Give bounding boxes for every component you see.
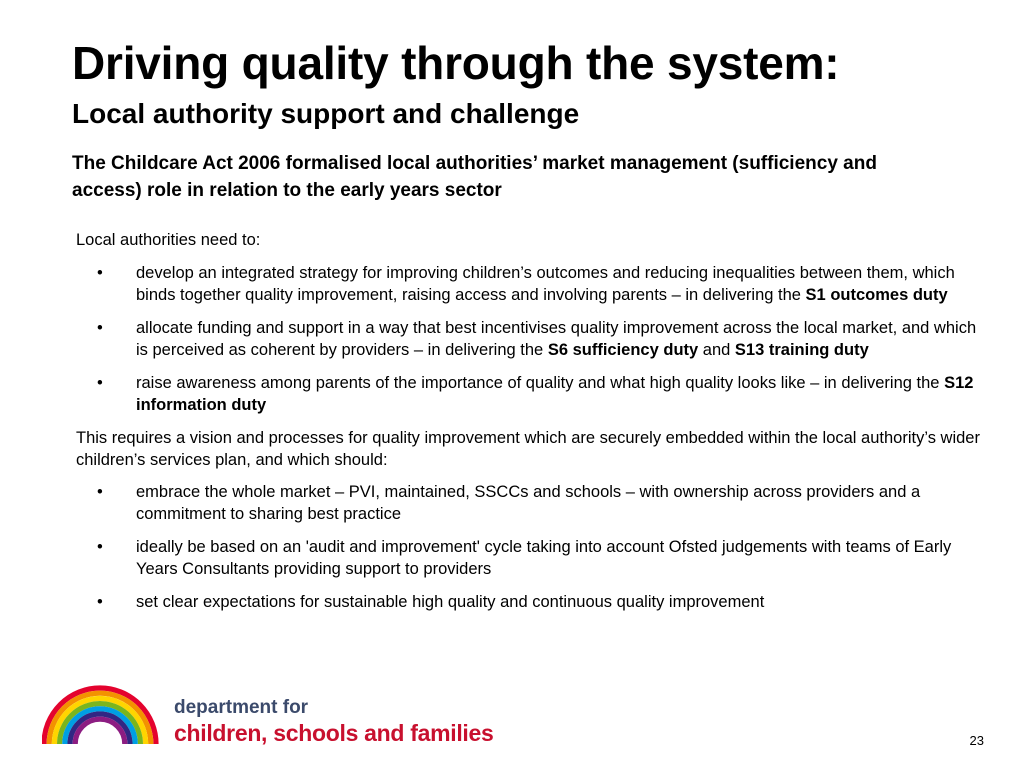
- duties-list: [76, 262, 986, 416]
- slide-title: Driving quality through the system:: [72, 37, 840, 89]
- requirement-text: This requires a vision and processes for quality improvement which are securely embedded within the local authority’s wider children’s services plan, and which should:: [76, 429, 980, 469]
- list-item: [76, 372, 986, 416]
- logo-department-text: department for: [174, 697, 309, 718]
- bullet-marker: •: [97, 319, 103, 337]
- list-item: [76, 481, 986, 525]
- list-item-text: allocate funding and support in a way that best incentivises quality improvement across the local market, and which is perceived as coherent by providers – in delivering the: [136, 319, 977, 359]
- list-item: [76, 317, 986, 361]
- duty-label: S13 training duty: [734, 341, 869, 359]
- bullet-marker: •: [97, 483, 103, 501]
- list-item-text: develop an integrated strategy for improving children’s outcomes and reducing inequalities between them, which binds together quality improvement, raising access and involving parents – in delivering the: [136, 264, 955, 304]
- duty-label: S6 sufficiency duty: [547, 341, 699, 359]
- lead-text: Local authorities need to:: [76, 231, 261, 249]
- page-number: 23: [969, 733, 984, 748]
- list-item: [76, 262, 986, 306]
- logo-name-text: children, schools and families: [174, 720, 494, 746]
- rainbow-arc: [75, 719, 125, 744]
- intro-statement: The Childcare Act 2006 formalised local authorities’ market management (sufficiency and access) role in relation to the early years sector: [72, 153, 877, 201]
- bullet-marker: •: [97, 374, 103, 392]
- list-item-text: embrace the whole market – PVI, maintained, SSCCs and schools – with ownership across providers and a commitment to sharing best practice: [136, 483, 921, 523]
- dcsf-logo: [42, 684, 512, 748]
- duty-label: S12 information duty: [136, 374, 974, 414]
- list-item: [76, 536, 986, 580]
- bullet-marker: •: [97, 264, 103, 282]
- rainbow-logo-icon: [42, 684, 166, 748]
- list-item-text: and: [698, 341, 735, 359]
- list-item-text: ideally be based on an 'audit and improvement' cycle taking into account Ofsted judgements with teams of Early Years Consultants providing support to providers: [136, 538, 952, 578]
- requirements-list: [76, 481, 986, 613]
- duty-label: S1 outcomes duty: [805, 286, 948, 304]
- list-item-text: set clear expectations for sustainable high quality and continuous quality improvement: [136, 593, 765, 611]
- list-item: [76, 591, 986, 613]
- bullet-marker: •: [97, 538, 103, 556]
- slide-body: [76, 229, 986, 624]
- bullet-marker: •: [97, 593, 103, 611]
- slide-subtitle: Local authority support and challenge: [72, 98, 580, 129]
- list-item-text: raise awareness among parents of the importance of quality and what high quality looks like – in delivering the: [136, 374, 945, 392]
